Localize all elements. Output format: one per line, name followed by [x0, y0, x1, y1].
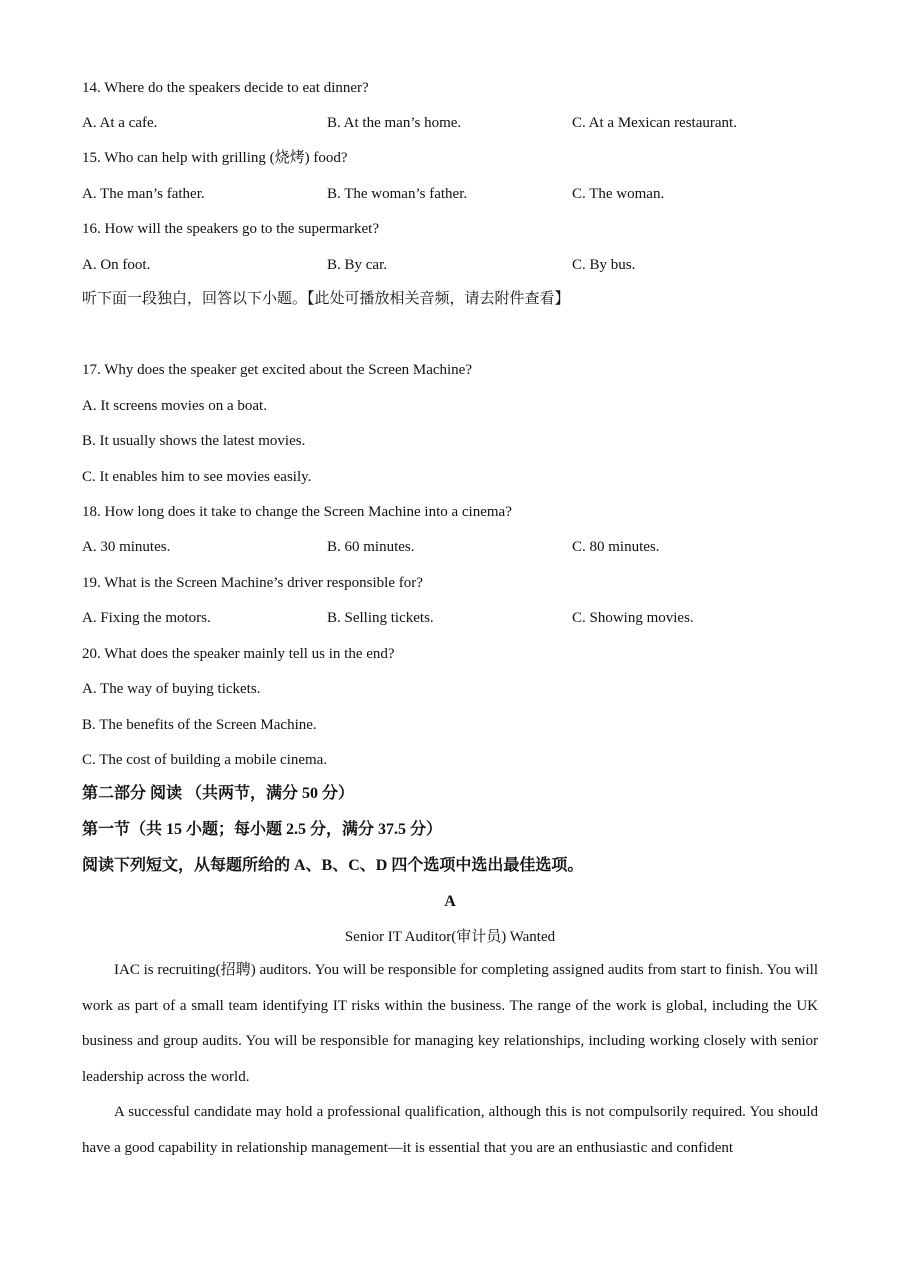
question-15-option-c: C. The woman.: [572, 186, 665, 202]
question-19-option-a: A. Fixing the motors.: [82, 610, 211, 626]
question-18-option-c: C. 80 minutes.: [572, 539, 660, 555]
question-18-option-b: B. 60 minutes.: [327, 539, 415, 555]
part2-heading: 第二部分 阅读 （共两节，满分 50 分）: [82, 785, 355, 802]
reading-instruction: 阅读下列短文，从每题所给的 A、B、C、D 四个选项中选出最佳选项。: [82, 857, 584, 874]
section1-heading: 第一节（共 15 小题；每小题 2.5 分，满分 37.5 分）: [82, 821, 443, 838]
question-19-stem: 19. What is the Screen Machine’s driver responsible for?: [82, 575, 423, 591]
question-17-option-c: C. It enables him to see movies easily.: [82, 469, 312, 485]
passage-label: A: [444, 893, 456, 910]
question-18-stem: 18. How long does it take to change the Screen Machine into a cinema?: [82, 504, 512, 520]
question-14-stem: 14. Where do the speakers decide to eat dinner?: [82, 80, 369, 96]
question-19-option-b: B. Selling tickets.: [327, 610, 434, 626]
question-15-option-a: A. The man’s father.: [82, 186, 205, 202]
question-19-option-c: C. Showing movies.: [572, 610, 694, 626]
monologue-instruction: 听下面一段独白，回答以下小题。【此处可播放相关音频，请去附件查看】: [82, 291, 570, 307]
question-20-option-a: A. The way of buying tickets.: [82, 681, 261, 697]
question-20-option-b: B. The benefits of the Screen Machine.: [82, 717, 317, 733]
question-17-stem: 17. Why does the speaker get excited about the Screen Machine?: [82, 362, 472, 378]
question-14-option-a: A. At a cafe.: [82, 115, 158, 131]
question-18-option-a: A. 30 minutes.: [82, 539, 171, 555]
question-15-option-b: B. The woman’s father.: [327, 186, 468, 202]
question-16-stem: 16. How will the speakers go to the supermarket?: [82, 221, 380, 237]
passage-title: Senior IT Auditor(审计员) Wanted: [344, 929, 556, 945]
question-15-stem: 15. Who can help with grilling (烧烤) food?: [82, 150, 348, 166]
question-17-option-b: B. It usually shows the latest movies.: [82, 433, 306, 449]
question-17-option-a: A. It screens movies on a boat.: [82, 398, 267, 414]
question-16-option-a: A. On foot.: [82, 257, 151, 273]
question-20-stem: 20. What does the speaker mainly tell us in the end?: [82, 646, 395, 662]
passage-paragraph-1: IAC is recruiting(招聘) auditors. You will be responsible for completing assigned audits from start to finish. You will work as part of a small team identifying IT risks within the business. The range of the work is global, including the UK business and group audits. You will be responsible for managing key relationships, including working closely with senior leadership across the world.: [82, 962, 818, 1085]
passage-paragraph-2: A successful candidate may hold a professional qualification, although this is not compulsorily required. You should have a good capability in relationship management—it is essential that you are an enthusiastic and confident: [82, 1104, 818, 1156]
question-14-option-b: B. At the man’s home.: [327, 115, 462, 131]
question-14-option-c: C. At a Mexican restaurant.: [572, 115, 737, 131]
question-16-option-b: B. By car.: [327, 257, 387, 273]
question-16-option-c: C. By bus.: [572, 257, 636, 273]
question-20-option-c: C. The cost of building a mobile cinema.: [82, 752, 328, 768]
